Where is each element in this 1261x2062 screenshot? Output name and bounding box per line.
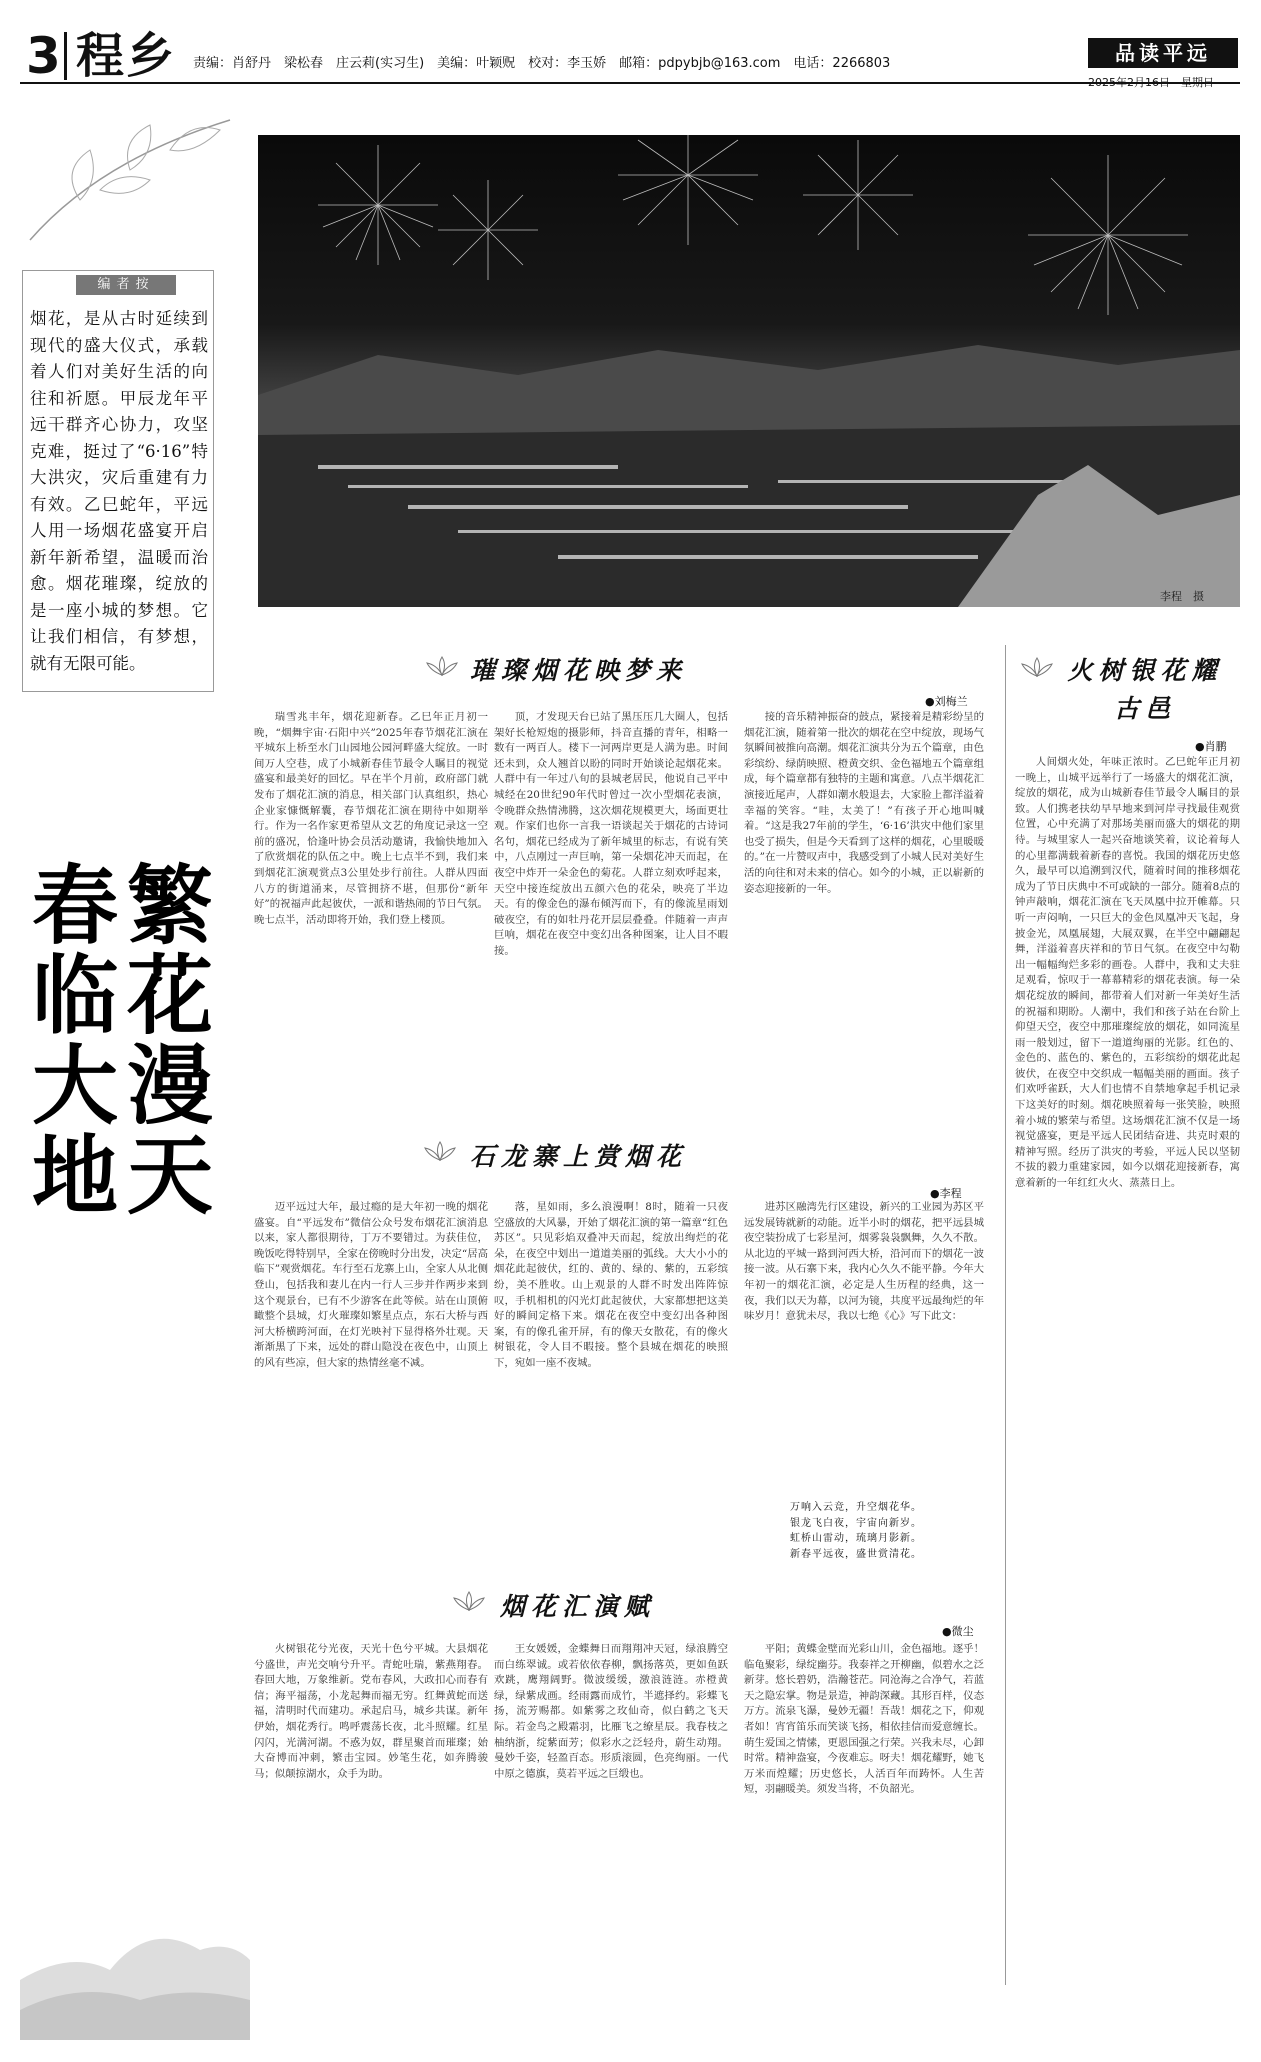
article4-title: 烟花汇演赋 bbox=[500, 1592, 656, 1621]
article4-column1: 火树银花兮光夜，天光十色兮平城。大县烟花兮盛世，声光交响兮升平。青蛇吐瑞，紫燕翔春。春回大地，万象维新。党布春风，大政扣心而春有信；海平福荡，小龙起舞而福无穷。红舞黄蛇而送福，清明时代而建功。承起启马，城乡共谋。新年伊始，烟花秀行。鸣呼震荡长夜，北斗照耀。红星闪闪，光满河湖。不惑为奴，群星聚首而璀璨；始大奋博而冲刺，繁击宝园。妙笔生花，如奔腾骏马；似颠掠湖水，众手为助。 bbox=[254, 1643, 488, 1780]
editorial-credits: 责编：肖舒丹 梁松春 庄云莉(实习生) 美编：叶颖贶 校对：李玉娇 邮箱：pdpybjb@163.com 电话：2266803 bbox=[193, 56, 891, 71]
article3-body: 人间烟火处，年味正浓时。乙巳蛇年正月初一晚上，山城平远举行了一场盛大的烟花汇演，绽放的烟花，成为山城新春佳节最令人瞩目的景致。人们携老扶幼早早地来到河岸寻找最佳观赏位置，心中充满了对那场美丽而盛大的烟花的期待。与城里家人一起兴奋地谈笑着，议论着每人的心里都满载着新春的喜悦。我国的烟花历史悠久，最早可以追溯到汉代，随着时间的推移烟花成为了节日庆典中不可或缺的一部分。随着8点的钟声敲响，烟花汇演在飞天凤凰中拉开帷幕。只听一声闷响，一只巨大的金色凤凰冲天飞起，身披金光，凤凰展翅，大展双翼，在半空中翩翩起舞，洋溢着喜庆祥和的节日气氛。在夜空中勾勒出一幅幅绚烂多彩的画卷。人群中，我和丈夫驻足观看，惊叹于一幕幕精彩的烟花表演。每一朵烟花绽放的瞬间，都带着人们对新一年美好生活的祝福和期盼。人潮中，我们和孩子站在台阶上仰望天空，夜空中那璀璨绽放的烟花，如同流星雨一般划过，留下一道道绚丽的光影。红色的、金色的、蓝色的、紫色的，五彩缤纷的烟花此起彼伏，在夜空中交织成一幅幅美丽的画面。孩子们欢呼雀跃，大人们也情不自禁地拿起手机记录下这美好的时刻。烟花映照着每一张笑脸，映照着小城的繁荣与希望。这场烟花汇演不仅是一场视觉盛宴，更是平远人民团结奋进、共克时艰的精神写照。经历了洪灾的考验，平远人民以坚韧不拔的毅力重建家园，如今以烟花迎接新春，寓意着新的一年红红火火、蒸蒸日上。 bbox=[1015, 756, 1240, 1190]
article2-column2: 落，星如雨，多么浪漫啊！8时，随着一只夜空盛放的大风暴，开始了烟花汇演的第一篇章“红色苏区”。只见彩焰双叠冲天而起，绽放出绚烂的花朵，在夜空中划出一道道美丽的弧线。大大小小的烟花此起彼伏，红的、黄的、绿的、紫的，五彩缤纷，美不胜收。山上观景的人群不时发出阵阵惊叹，手机相机的闪光灯此起彼伏，大家都想把这美好的瞬间定格下来。烟花在夜空中变幻出各种图案，有的像孔雀开屏，有的像天女散花，有的像火树银花，令人目不暇接。整个县城在烟花的映照下，宛如一座不夜城。 bbox=[494, 1201, 728, 1369]
article1-byline: ●刘梅兰 bbox=[925, 695, 968, 708]
poem-line: 银龙飞白夜，宇宙向新岁。 bbox=[790, 1517, 922, 1529]
issue-date: 2025年2月16日 星期日 bbox=[1088, 76, 1214, 89]
editor-note-tag: 编者按 bbox=[76, 275, 176, 295]
article4-byline: ●微尘 bbox=[942, 1625, 974, 1638]
poem-line: 虹桥山雷动，琉璃月影新。 bbox=[790, 1533, 922, 1545]
mountain-landscape-icon bbox=[20, 1860, 250, 2040]
leaf-decoration-icon bbox=[20, 100, 250, 260]
publication-logo: 品读平远 bbox=[1088, 38, 1238, 68]
lotus-icon bbox=[425, 655, 459, 677]
photo-credit: 李程 摄 bbox=[1160, 590, 1204, 603]
page-number-divider bbox=[64, 32, 67, 80]
article2-poem bbox=[790, 1500, 990, 1562]
headline-line1: 春临大地 bbox=[17, 860, 118, 1220]
headline-line2: 繁花漫天 bbox=[112, 860, 213, 1220]
article2-column1: 迈平远过大年，最过瘾的是大年初一晚的烟花盛宴。自“平远发布”微信公众号发布烟花汇演消息以来，家人都很期待，丁万不要错过。为获佳位，晚饭吃得特别早，全家在傍晚时分出发，决定“居高临下”观赏烟花。车行至石龙寨上山，全家人从北侧登山，包括我和妻儿在内一行人三步并作两步来到这个观景台，已有不少游客在此等候。站在山顶俯瞰整个县城，灯火璀璨如繁星点点，东石大桥与西河大桥横跨河面，在灯光映衬下显得格外壮观。天渐渐黑了下来，远处的群山隐没在夜色中，山顶上的风有些凉，但大家的热情丝毫不减。 bbox=[254, 1201, 488, 1369]
article2-title: 石龙寨上赏烟花 bbox=[470, 1142, 688, 1171]
poem-line: 万响入云竞，升空烟花华。 bbox=[790, 1502, 922, 1513]
article1-column3: 接的音乐精神振奋的鼓点，紧接着是精彩纷呈的烟花汇演，随着第一批次的烟花在空中绽放，现场气氛瞬间被推向高潮。烟花汇演共分为五个篇章，由色彩缤纷、绿荫映照、橙黄交织、金色福地五个篇章组成，每个篇章都有独特的主题和寓意。八点半烟花汇演接近尾声，人群如潮水般退去，大家脸上都洋溢着幸福的笑容。“哇，太美了！”有孩子开心地叫喊着。“这是我27年前的学生，‘6·16’洪灾中他们家里也受了损失，但是今天看到了这样的烟花，心里暖暖的。”在一片赞叹声中，我感受到了小城人民对美好生活的向往和对未来的信心。如今的小城，正以崭新的姿态迎接新的一年。 bbox=[744, 711, 984, 895]
article2-column3: 进苏区融湾先行区建设，新兴的工业园为苏区平远发展铸就新的动能。近半小时的烟花，把平远县城夜空装扮成了七彩星河，烟雾袅袅飘舞，久久不散。从北边的平城一路到河西大桥，沿河而下的烟花一波接一波。从石寨下来，我内心久久不能平静。今年大年初一的烟花汇演，必定是人生历程的经典，这一夜，我们以天为幕，以河为镜，共度平远最绚烂的年味岁月！意犹未尽，我以七绝《心》写下此文： bbox=[744, 1201, 984, 1323]
section-title: 程乡 bbox=[76, 28, 177, 84]
article1-title: 璀璨烟花映梦来 bbox=[470, 656, 688, 685]
article4-column2: 王女媛媛，金蝶舞日而翔翔冲天冠，绿浪腾空而白练翠诚。或若依依春柳，飘扬落英，更如鱼跃欢跳，鹰翔阔野。微波缓缓，激浪涟涟。赤橙黄绿，绿紫成画。经雨露而成竹，半遮择约。彩蝶飞扬，流芳赐都。如紫雾之玫仙奇，似白鹤之飞天际。若金鸟之殿霜羽，比雁飞之缭星辰。我春枝之柚纳浙，绽紫面芳；似彩水之泛轻舟，蔚生动翔。曼妙千姿，轻盈百态。形质滚圆，色亮绚丽。一代中原之德旗，莫若平远之巨缎也。 bbox=[494, 1643, 728, 1780]
article1-column1: 瑞雪兆丰年，烟花迎新春。乙巳年正月初一晚，“烟舞宇宙·石阳中兴”2025年春节烟花汇演在平城东上桥至水门山园地公园河畔盛大绽放。一时间万人空巷，成了小城新春佳节最令人瞩目的视觉盛宴和最美好的回忆。早在半个月前，政府部门就发布了烟花汇演的消息，相关部门认真组织，热心企业家慷慨解囊，春节烟花汇演在期待中如期举行。作为一名作家更希望从文艺的角度记录这一空前的盛况，恰逢叶协会员活动邀请，我愉快地加入了欣赏烟花的队伍之中。晚上七点半不到，我们来到烟花汇演观赏点3公里处步行前往。人群从四面八方的街道涌来，尽管拥挤不堪，但那份“新年好”的祝福声此起彼伏，一派和谐热闹的节日气氛。晚七点半，活动即将开始，我们登上楼顶。 bbox=[254, 711, 488, 926]
article3-title: 火树银花耀古邑 bbox=[1067, 656, 1223, 723]
editor-note-text: 烟花，是从古时延续到现代的盛大仪式，承载着人们对美好生活的向往和祈愿。甲辰龙年平远干群齐心协力，攻坚克难，挺过了“6·16”特大洪灾，灾后重建有力有效。乙巳蛇年，平远人用一场烟花盛宴开启新年新希望，温暖而治愈。烟花璀璨，绽放的是一座小城的梦想。它让我们相信，有梦想，就有无限可能。 bbox=[30, 309, 208, 673]
column-separator bbox=[1005, 645, 1006, 1985]
lotus-icon bbox=[423, 1140, 457, 1162]
page-number: 3 bbox=[26, 27, 61, 85]
article1-column2: 顶，才发现天台已站了黑压压几大圈人，包括架好长枪短炮的摄影师，抖音直播的青年，相略一数有一两百人。楼下一河两岸更是人满为患。时间还未到，众人翘首以盼的同时开始谈论起烟花来。人群中有一年过八旬的县城老居民，他说自己平中城经在20世纪90年代时曾过一次小型烟花表演，令晚群众热情沸腾，这次烟花规模更大，场面更壮观。作家们也你一言我一语谈起关于烟花的古诗词名句，烟花已经成为了新年城里的标志，有说有笑中，八点刚过一声巨响，第一朵烟花冲天而起，在夜空中炸开一朵金色的菊花。人群立刻欢呼起来，天空中接连绽放出五颜六色的花朵，映亮了半边天。有的像金色的瀑布倾泻而下，有的像流星雨划破夜空，有的如牡丹花开层层叠叠。伴随着一声声巨响，烟花在夜空中变幻出各种图案，让人目不暇接。 bbox=[494, 711, 728, 957]
fireworks-icon bbox=[258, 135, 1240, 607]
poem-line: 新春平远夜，盛世赏清花。 bbox=[790, 1548, 922, 1560]
article4-column3: 平阳；黄蝶金壁而光彩山川，金色福地。逐乎！临龟聚彩，绿绽幽芬。我泰祥之开柳幽，似碧水之泛新芽。悠长碧奶，浩瀚苍茫。同沧海之合净气，若蓝天之隐宏掌。物是景造，神韵深藏。其形百样，仪态万方。流泉飞瀑，曼妙无疆！吾哉！烟花之下，仰观者如！宵宵笛乐而笑谈飞扬，相依挂信而爱意缠长。萌生爱国之情愫，更恩国强之行荣。兴我未尽，心卸时常。精神盎宴，今夜难忘。呀夫！烟花耀野，她飞万米而煌耀；历史悠长，人活百年而踌怀。人生苦短，羽翮暖美。须发当将，不负韶光。 bbox=[744, 1643, 984, 1796]
article3-byline: ●肖鹏 bbox=[1195, 740, 1227, 753]
lotus-icon bbox=[1020, 656, 1054, 678]
lotus-icon bbox=[452, 1590, 486, 1612]
fireworks-photo bbox=[258, 135, 1240, 607]
article2-byline: ●李程 bbox=[930, 1187, 962, 1200]
